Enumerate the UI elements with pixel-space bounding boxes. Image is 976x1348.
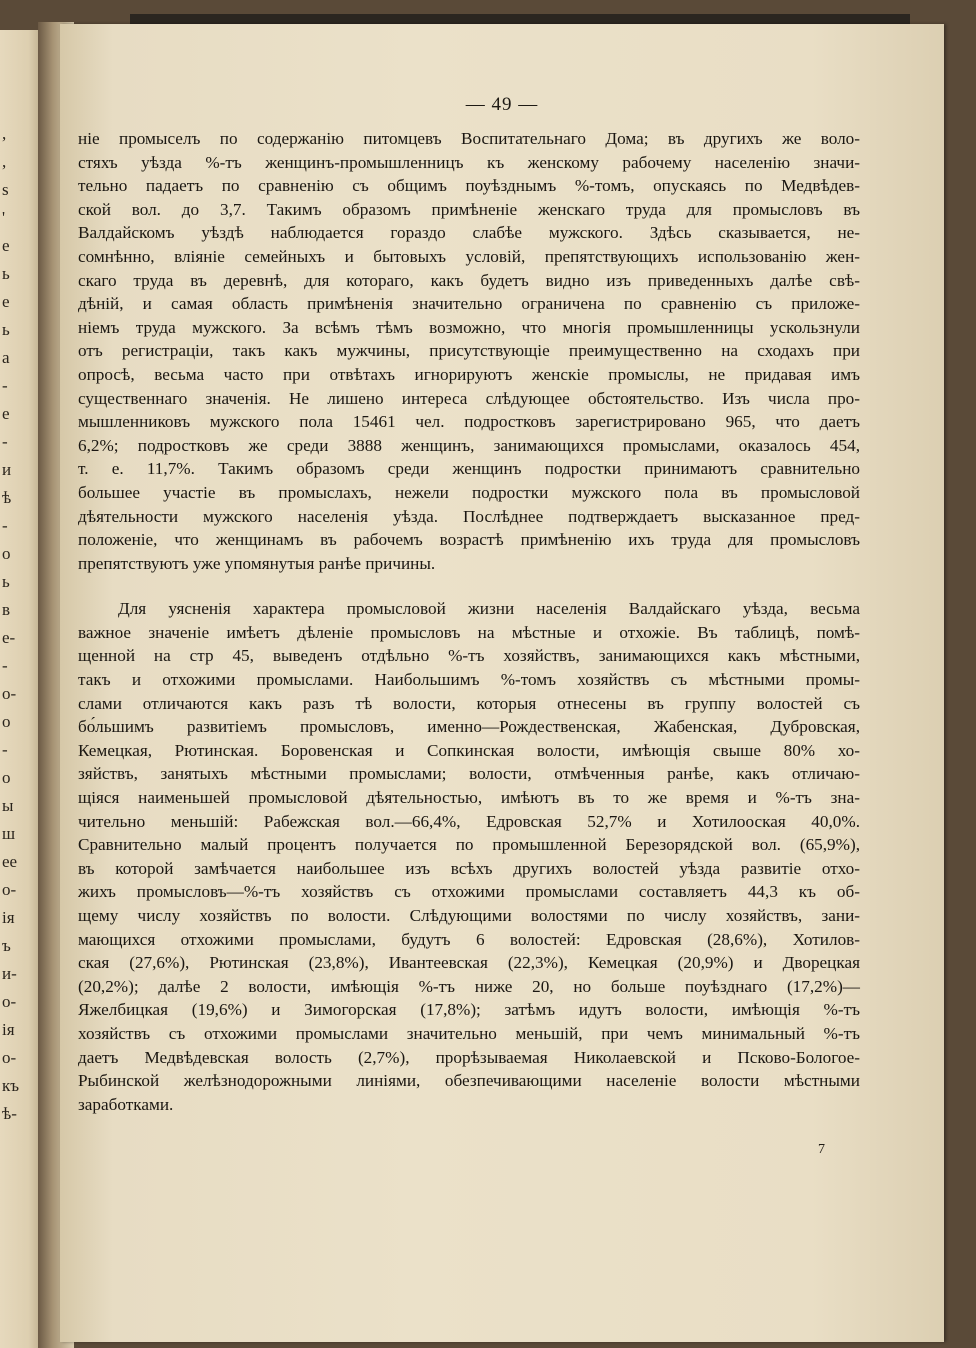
text-line: мышленниковъ мужского пола 15461 чел. подростковъ зарегистрировано 965, что даетъ <box>78 412 860 432</box>
left-page-fragment: о- <box>2 992 17 1011</box>
text-line: ніе промыселъ по содержанію питомцевъ Воспитательнаго Дома; въ другихъ же воло- <box>78 129 860 148</box>
left-page-fragment: ь <box>2 264 10 283</box>
text-line: Валдайскомъ уѣздѣ наблюдается гораздо слабѣе мужского. Здѣсь сказывается, не- <box>78 223 860 243</box>
left-page-fragments <box>2 30 22 1348</box>
left-page-fragment: - <box>2 656 8 675</box>
text-line: 6,2%; подростковъ же среди 3888 женщинъ, занимающихся промыслами, оказалось 454, <box>78 435 860 455</box>
left-page-fragment: о <box>2 712 11 731</box>
text-line: т. е. 11,7%. Такимъ образомъ среди женщинъ подростки принимаютъ сравнительно <box>78 459 860 479</box>
text-line: въ которой замѣчается наибольшее изъ всѣхъ другихъ волостей уѣзда развитіе отхо- <box>78 858 860 878</box>
text-line: скаго труда въ деревнѣ, для котораго, какъ будетъ видно изъ приведенныхъ далѣе свѣ- <box>78 270 860 290</box>
left-page-fragment: - <box>2 376 8 395</box>
text-line: Кемецкая, Рютинская. Боровенская и Сопкинская волости, имѣющія свыше 80% хо- <box>78 740 860 760</box>
left-page-fragment: о- <box>2 1048 17 1067</box>
text-line: даетъ Медвѣдевская волость (2,7%), прорѣзываемая Николаевской и Псково-Бологое- <box>78 1047 860 1067</box>
left-page-fragment: е <box>2 292 10 311</box>
text-line: дѣній, и самая область примѣненія значительно ограничена по сравненію съ приложе- <box>78 294 860 314</box>
text-line: тельно падаетъ по сравненію съ общимъ поуѣзднымъ %-томъ, опускаясь по Медвѣдев- <box>78 176 860 196</box>
left-page-fragment: о <box>2 544 11 563</box>
text-line: Сравнительно малый процентъ получается по промышленной Березорядской вол. (65,9%), <box>78 835 860 855</box>
right-page <box>60 24 944 1342</box>
text-line: существеннаго значенія. Не лишено интереса слѣдующее обстоятельство. Изъ числа про- <box>78 388 860 408</box>
text-line: чительно меньшій: Рабежская вол.—66,4%, Едровская 52,7% и Хотилооская 40,0%. <box>78 811 860 831</box>
text-line: большее участіе въ промыслахъ, нежели подростки мужского пола въ промысловой <box>78 482 860 502</box>
left-page-fragment: ія <box>2 1020 15 1039</box>
text-line: щіяся наименьшей промысловой дѣятельностью, имѣютъ въ то же время и %-тъ зна- <box>78 788 860 808</box>
text-line: хозяйствъ съ отхожими промыслами значительно меньшій, при чемъ минимальный %-тъ <box>78 1023 860 1043</box>
text-line: такъ и отхожими промыслами. Наибольшимъ %-томъ хозяйствъ съ мѣстными промы- <box>78 670 860 690</box>
text-line: ской вол. до 3,7. Такимъ образомъ примѣненіе женскаго труда для промысловъ въ <box>78 199 860 219</box>
text-line: сомнѣнно, вліяніе семейныхъ и бытовыхъ условій, препятствующихъ использованію жен- <box>78 246 860 266</box>
left-page-fragment: а <box>2 348 10 367</box>
text-line: зяйствъ, занятыхъ мѣстными промыслами; волости, отмѣченныя ранѣе, какъ отличаю- <box>78 764 860 784</box>
paragraph-2 <box>78 597 860 1116</box>
text-line: ская (27,6%), Рютинская (23,8%), Ивантеевская (22,3%), Кемецкая (20,9%) и Дворецкая <box>78 953 860 973</box>
left-page-fragment: s <box>2 180 9 199</box>
text-line: бо́льшимъ развитіемъ промысловъ, именно—Рождественская, Жабенская, Дубровская, <box>78 717 860 737</box>
left-page-fragment: ' <box>2 208 6 227</box>
left-page-fragment: о- <box>2 684 17 703</box>
left-page-fragment: - <box>2 740 8 759</box>
left-page-fragment: - <box>2 432 8 451</box>
paragraph-gap <box>78 575 860 597</box>
left-page-fragment: , <box>2 152 7 171</box>
left-page-fragment: ъ <box>2 936 11 955</box>
paragraph-1 <box>78 127 860 575</box>
text-line: дѣятельности мужского населенія уѣзда. Послѣднее подтверждаетъ высказанное пред- <box>78 506 860 526</box>
text-block <box>78 127 860 1116</box>
text-line: Для уясненія характера промысловой жизни населенія Валдайскаго уѣзда, весьма <box>118 599 860 619</box>
text-line: жихъ промысловъ—%-тъ хозяйствъ съ отхожими промыслами составляетъ 44,3 къ об- <box>78 882 860 902</box>
left-page-fragment: е <box>2 236 10 255</box>
text-line: положеніе, что женщинамъ въ рабочемъ возрастѣ примѣненію ихъ труда для промысловъ <box>78 530 860 550</box>
left-page-fragment: ѣ- <box>2 1104 17 1123</box>
text-line: щенной на стр 45, выведенъ отдѣльно %-тъ хозяйствъ, занимающихся какъ мѣстными, <box>78 646 860 666</box>
left-page-fragment: ія <box>2 908 15 927</box>
text-line: слами отличаются какъ разъ тѣ волости, которыя отнесены въ группу волостей съ <box>78 693 860 713</box>
left-page-fragment: в <box>2 600 11 619</box>
text-line: отъ регистраціи, такъ какъ мужчины, присутствующіе преимущественно на сходахъ при <box>78 341 860 361</box>
left-page-fragment: ь <box>2 320 10 339</box>
left-page-fragment: е <box>2 404 10 423</box>
text-line: ніемъ труда мужского. За всѣмъ тѣмъ возможно, что многія промышленницы ускользнули <box>78 317 860 337</box>
left-page-fragment: ш <box>2 824 16 843</box>
left-page-fragment: e- <box>2 628 16 647</box>
left-page-fragment: ы <box>2 796 14 815</box>
page-number: — 49 — <box>465 94 539 115</box>
left-page-fragment: къ <box>2 1076 20 1095</box>
left-page-fragment: ь <box>2 572 10 591</box>
left-page-fragment: о- <box>2 880 17 899</box>
text-line: Яжелбицкая (19,6%) и Зимогорская (17,8%); затѣмъ идутъ волости, имѣющія %-тъ <box>78 1000 860 1020</box>
left-page-fragment: , <box>2 124 7 143</box>
left-page-fragment: - <box>2 516 8 535</box>
left-page-fragment: и <box>2 460 12 479</box>
text-line: (20,2%); далѣе 2 волости, имѣющія %-тъ ниже 20, но больше поуѣзднаго (17,2%)— <box>78 976 860 996</box>
text-line: мающихся отхожими промыслами, будутъ 6 волостей: Едровская (28,6%), Хотилов- <box>78 929 860 949</box>
left-page-fragment: о <box>2 768 11 787</box>
text-line: опросѣ, весьма часто при отвѣтахъ игнорируютъ женскіе промыслы, не придавая имъ <box>78 364 860 384</box>
text-line: заработками. <box>78 1094 174 1114</box>
text-line: Рыбинской желѣзнодорожными линіями, обезпечивающими населеніе волости мѣстными <box>78 1071 860 1091</box>
text-line: стяхъ уѣзда %-тъ женщинъ-промышленницъ къ женскому рабочему населенію значи- <box>78 152 860 172</box>
text-line: важное значеніе имѣетъ дѣленіе промысловъ на мѣстные и отхожіе. Въ таблицѣ, помѣ- <box>78 622 860 642</box>
signature-mark: 7 <box>818 1142 825 1157</box>
text-line: препятствуютъ уже упомянутыя ранѣе причины. <box>78 553 436 573</box>
left-page-fragment: ѣ <box>2 488 12 507</box>
left-page-fragment: ее <box>2 852 18 871</box>
text-line: щему числу хозяйствъ по волости. Слѣдующими волостями по числу хозяйствъ, зани- <box>78 906 860 925</box>
left-page-fragment: и- <box>2 964 17 983</box>
